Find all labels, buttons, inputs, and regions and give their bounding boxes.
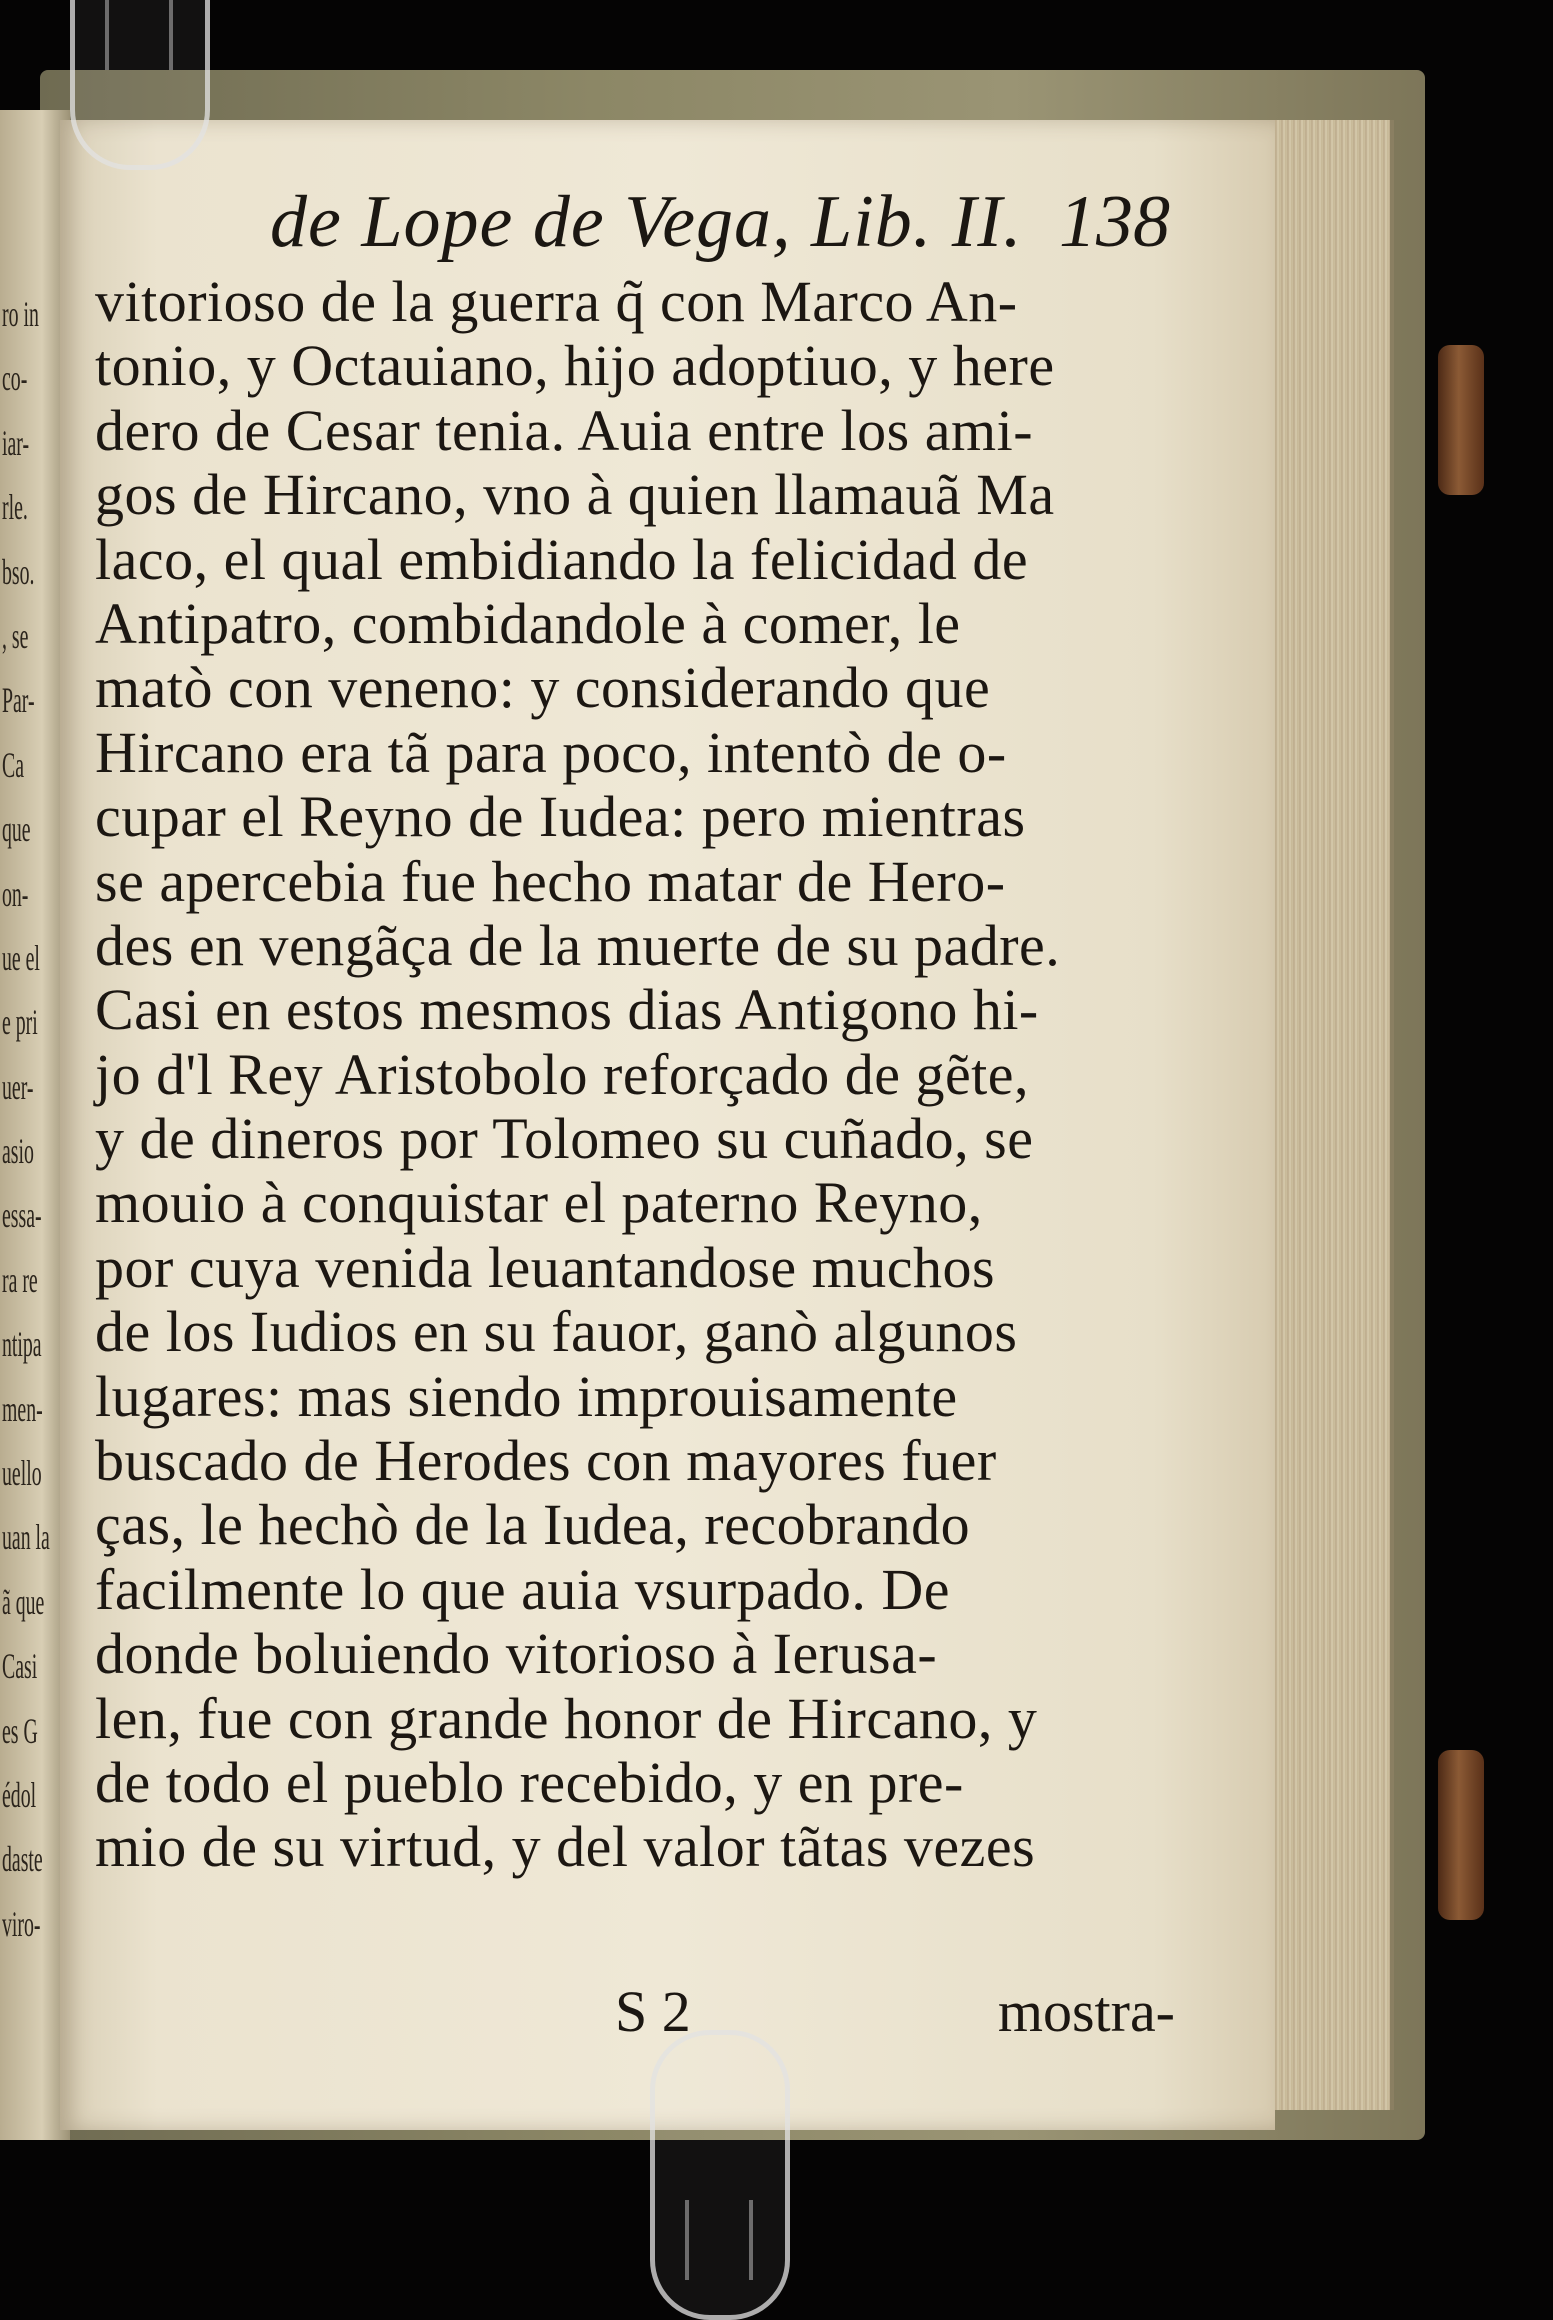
body-text [95,270,1175,1880]
text-line: donde boluiendo vitorioso à Ierusa- [95,1621,938,1687]
previous-page-fragment: édol [2,1774,37,1815]
text-line: laco, el qual embidiando la felicidad de [95,526,1029,592]
text-line: des en vengãça de la muerte de su padre. [95,912,1061,978]
text-line: jo d'l Rey Aristobolo reforçado de gẽte, [95,1041,1030,1107]
previous-page-fragment: rle. [2,487,28,528]
previous-page-fragment: Ca [2,744,24,785]
previous-page-fragment: ue el [2,937,40,978]
text-line: gos de Hircano, vno à quien llamauã Ma [95,462,1055,528]
leather-tie-lower [1438,1750,1484,1920]
previous-page-fragment: ã que [2,1581,45,1622]
previous-page-fragment: uan la [2,1517,50,1558]
previous-page-fragment: que [2,809,31,850]
text-line: se apercebia fue hecho matar de Hero- [95,848,1006,914]
previous-page-fragment: daste [2,1839,43,1880]
previous-page-fragment: viro- [2,1903,41,1944]
text-line: y de dineros por Tolomeo su cuñado, se [95,1106,1034,1172]
text-line: tonio, y Octauiano, hijo adoptiuo, y here [95,333,1055,399]
book-page [60,120,1275,2130]
text-line: por cuya venida leuantandose muchos [95,1234,996,1300]
text-line: dero de Cesar tenia. Auia entre los ami- [95,397,1034,463]
previous-page-fragment: ro in [2,294,39,334]
text-line: ças, le hechò de la Iudea, recobrando [95,1492,971,1558]
text-line: lugares: mas siendo improuisamente [95,1363,958,1429]
running-head: de Lope de Vega, Lib. II. [270,181,1023,263]
previous-page-fragment: es G [2,1710,38,1751]
text-line: cupar el Reyno de Iudea: pero mientras [95,784,1026,850]
leather-tie-upper [1438,345,1484,495]
page-footer [95,1970,1175,2060]
text-line: Hircano era tã para poco, intentò de o- [95,719,1007,785]
text-line: facilmente lo que auia vsurpado. De [95,1556,950,1622]
previous-page-fragment: men- [2,1388,43,1429]
text-line: Antipatro, combidandole à comer, le [95,590,961,656]
previous-page-fragment: on- [2,873,29,914]
previous-page-fragment: co- [2,358,28,399]
top-clip-stem [105,0,173,70]
previous-page-fragment: ra re [2,1259,38,1300]
text-line: buscado de Herodes con mayores fuer [95,1428,997,1494]
text-line: matò con veneno: y considerando que [95,655,991,721]
page-number: 138 [1059,181,1170,263]
previous-page-fragment: iar- [2,422,30,463]
text-line: Casi en estos mesmos dias Antigono hi- [95,977,1039,1043]
previous-page-fragment: uer- [2,1066,34,1107]
catchword: mostra- [997,1979,1175,2044]
text-line: mio de su virtud, y del valor tãtas vezes [95,1814,1036,1880]
previous-page-fragment: asio [2,1131,34,1172]
page-header [200,180,1200,270]
previous-page-fragment: uello [2,1453,42,1494]
signature-mark: S 2 [615,1979,691,2044]
previous-page-fragment: Casi [2,1646,38,1687]
previous-page-fragment: Par- [2,680,35,721]
text-line: de todo el pueblo recebido, y en pre- [95,1749,964,1815]
text-line: mouio à conquistar el paterno Reyno, [95,1170,983,1236]
text-line: vitorioso de la guerra q̃ con Marco An- [95,269,1018,334]
bottom-clip-stem [685,2200,753,2280]
text-line: len, fue con grande honor de Hircano, y [95,1685,1038,1751]
previous-page-fragment: , se [2,615,29,656]
previous-page-fragment: e pri [2,1002,38,1043]
previous-page-fragment: ntipa [2,1324,42,1365]
text-line: de los Iudios en su fauor, ganò algunos [95,1299,1018,1365]
previous-page-fragment: bso. [2,551,35,592]
previous-page-fragment: essa- [2,1195,42,1236]
